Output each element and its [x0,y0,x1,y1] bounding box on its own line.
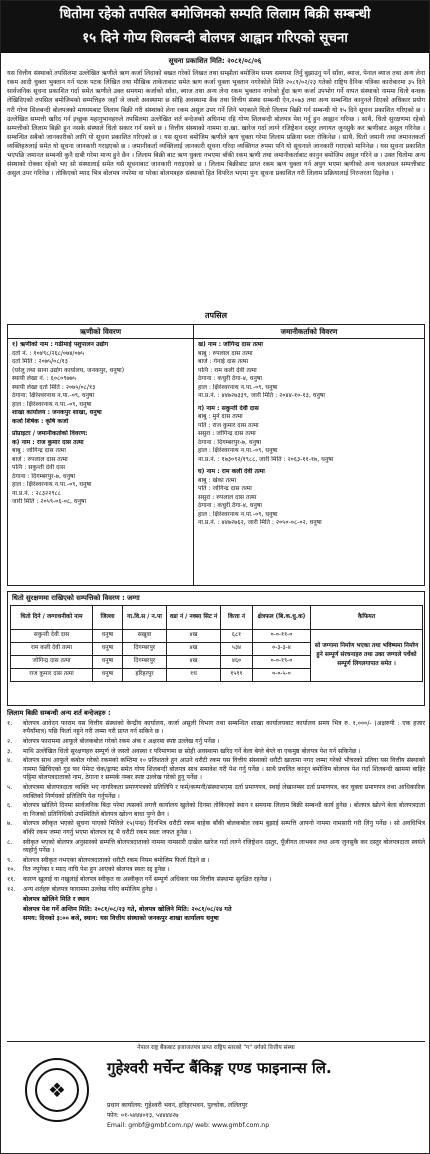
table-cell: ०-०-५-० [253,669,311,682]
table-cell: सकुन्ती देवी दास [11,630,93,643]
condition-text: कारण खुलाई वा नखुलाई बोलपत्र स्वीकृत वा अस्वीकृत गर्ने सम्पूर्ण अधिकार यस वित्तीय संस्थामा सुरक्षित रहनेछ । [23,876,272,884]
guarantor-detail-line: ससुरा : रुपलाल दास तत्मा [198,493,257,501]
details-table [7,324,425,586]
borrower-detail-line: बाबु : जोगिन्द्र दास तत्मा [12,447,66,454]
table-cell: धनुषा [93,630,123,643]
property-section [7,591,425,706]
property-table-header [11,606,423,630]
table-cell: राज कुमार दास तत्मा [11,669,93,682]
condition-number: ३. [7,747,13,755]
guarantor-detail-line: बाबु : रुपलाल दास तत्मा [198,349,253,357]
table-cell: ०-०-११-० [253,630,311,643]
table-cell: ४ख [167,643,221,656]
guarantor-detail-line: ना.प्र.नं. : १७३०९२/१९८८, जारी मिति : २०६३-११-१७, धनुषा [198,455,334,463]
company-logo [25,1058,89,1122]
table-cell: दिगम्बरपुर [123,643,167,656]
guarantor-detail-line: बाजे : गेनाई दास तत्मा [198,358,249,365]
property-col-header: जिल्ला [93,606,123,630]
table-cell: १५११ [221,669,253,682]
borrower-detail-line: जारी मिति : २०५९-०६-०८, धनुषा [12,498,87,505]
schedule-line-2: समय: दिनको ३:०० बजे, स्थान: यस वित्तीय संस्थाको जनकपुर शाखा कार्यालय धनुषा [23,915,219,923]
condition-text: स्वीकृत भएको बोलपत्र अनुसारको सम्पत्ति बोलपत्रदाताको नाममा नामसारी दाखेल खारेज गर्दा लाग्ने रजिष्ट्रेशन दस्तुर, पूँजीगत लाभकर तथा अन्य जुनसुकै कर दस्तुर बोलपत्रदाता स्वयंले व्यहोर्नु पर्नेछ । [23,838,425,855]
property-title: धितो सुरक्षणमा राखिएको सम्पत्तिको विवरण : जग्गा [12,594,140,602]
list-item [7,738,425,747]
table-cell: जोगिन्द्र दास तत्मा [11,656,93,669]
guarantor-detail-line: ससुरा : जोगिन्द्र दास तत्मा [198,430,256,437]
condition-text: बोलपत्र फाराममा आफूले बोलकबोल गरेको रकम अंक र अक्षरमा स्पष्ट उल्लेख गर्नु पर्नेछ । [23,737,220,745]
property-table [10,605,423,682]
guarantor-detail-line: पति : राज कुमार दास तत्मा [198,421,259,429]
list-item [7,720,425,737]
property-col-header: कित्ता नं [221,606,253,630]
guarantor-detail-line: ना.प्र.नं. : ४४७२७६२, जारी मिति : २०५०-०८-०२, धनुषा [198,519,322,526]
header-line-1: धितोमा रहेको तपसिल बमोजिमको सम्पति लिलाम बिक्री सम्बन्धी [59,7,371,22]
borrower-detail-line: हाल : क्षिरेश्वरनाथ न.पा.-०९, धनुषा [12,400,92,408]
table-cell: ०-३-३-४ [253,643,311,656]
borrower-detail-line: पत्नि : सकुन्ती देवी दास [12,464,65,471]
borrower-detail-line: प्रोप्राइटर / जमानीकर्ताको विवरण: [12,430,88,437]
condition-number: ४. [7,757,13,765]
property-remark: सो जग्गामा निर्माण भएका तथा भविष्यमा निर्माण हुने सम्पूर्ण संरचनाहरु तथा उक्त जग्गाले पर्चेको सम्पूर्ण लिगलगापात समेत । [311,630,423,682]
list-item [7,784,425,801]
list-item [7,866,425,875]
condition-number: १. [7,719,13,727]
guarantor-details [194,339,424,585]
company-address: प्रधान कार्यालय: गुहेश्वरी भवन, हरिहरभवन, पुल्चोक, ललितपुर [107,1102,248,1109]
company-web: Email: gmbf@gmbf.com.np/ web: www.gmbf.com.np [107,1122,270,1129]
conditions-list [7,720,425,895]
guarantor-detail-line: ठेगाना : दिगम्बरपुर-७, धनुषा [198,438,262,446]
guarantor-detail-line: ना.प्र.नं. : ४४७२७३३९, जारी मिति : २०४४-१०-१३, धनुषा [198,392,325,399]
condition-text: बोलपत्र आवेदन फाराम यस वित्तीय संस्थाको केन्द्रीय कार्यालय, कर्जा असुली विभाग तथा सम्बन्धित शाखा कार्यालयबाट कार्यालय समय भित्र रु. १,०००/- (अक्षरुपी : एक हजार रुपैयाँमात्र) पछि फिर्ता नहुने गरी जम्मा गरी प्राप्त गर्न सकिने छ । [23,719,425,736]
table-cell: ५३४ [221,643,253,656]
condition-number: ६. [7,802,13,810]
guarantor-detail-line: पत्नि : राम कली देवी तत्मा [198,366,257,374]
condition-text: बोलपत्र साथ आफूले कबोल गरेको रकमको कम्तिमा १० प्रतिशतले हुन आउने धरौटी रकम यस वित्तीय संस्थाको धरौटी खातामा नगद जम्मा गरेको भौचरको प्रतिवा यस वित्तीय संस्थाको नाममा खिचिएको गुड फर पेमेन्ट चेक/ड्राफ्ट समेत गोप्य शिलबन्दी बोलपत्र साथ समावेश गरी पेश गर्नु पर्नेछ । साथै प्रचलित कानून बमोजिम बोलपत्र पेश गर्दा शिलबन्दी खाममा बाहिर पट्टिमा बोलपत्रदाताको नाम, ठेगाना र सम्पर्क नम्बर स्पष्ट उल्लेख गरेको हुनु पर्नेछ । [23,757,425,782]
condition-text: बोलपत्र खोलिने दिनमा सार्वजनिक बिदा परेमा त्यसको लगत्तै कार्यालय खुलेको दिनमा तोकिएको स्थान र समयमा लिलाम बिक्री सम्बन्धी कार्य हुनेछ । बोलपत्र खोल्ने बेला बोलपत्रदाता वा निजको प्रतिनिधिको उपस्थितिले बोलपत्र खोल्न बाधा पुग्ने छैन । [23,802,425,818]
condition-number: १२. [7,885,16,893]
footer [7,1041,425,1153]
guarantor-heading: जमानीकर्ताको विवरण [194,325,424,339]
condition-text: बोलपत्र स्वीकृत नभएका बोलपत्रदाताको धरौटी रकम नियम बमोजिम फिर्ता दिइने छ । [23,856,210,864]
property-col-header: कैफियत [311,606,423,630]
table-cell: राम कली देवी तत्मा [11,643,93,656]
guarantor-detail-line: बाबु : खेका तत्मा [198,476,237,484]
intro-paragraph: यस वित्तीय संस्थाको तपसिलमा उल्लेखित ऋणीले ऋण कर्जा लिदाको बखत गरेको लिखत तथा सम्झौता बमोजिम समय समयमा तिर्नु बुझाउनु पर्ने साँवा, ब्याज, पेनाल ब्याज तथा अन्य लेना रकम आदी चुक्ता भुक्तान गर्न पटक पटक लिखित तथा मौखिक ताकेताबाट समेत ऋण कर्जा चुक्ता भुक्तान नगरेकोले मिति २०८१/०२/२३ गतेको राष्ट्रिय दैनिक पत्रिका कारोबारमा ३५ दिने सार्वजनिक सूचना प्रकाशित गर्दा समेत ऋणीले उक्त समयमा कर्जाको साँवा, ब्याज तथा अन्य लेना रकम भुक्तान नगरेको हुँदा ऋण कर्जा उपभोग गर्ने वापत संस्थाको नाममा धितो बन्धक लेखिदिएको तपसिल बमोजिमको सम्पत्तिहरु जहाँ जे जस्तो अवस्थामा छ सोहि अवस्थामा बैंक तथा वित्तीय संस्था सम्बन्धी ऐन,२०७३ तथा अन्य सम्बन्धित कानुनले दिएको अधिकार प्रयोग गरी गोप्य शिलबन्दी बोलपत्रको माध्यमबाट लिलाम बिक्री गरी संस्थाको लेना रकम असुल उपर गर्ने लिने भएकाले धितो लिलाम बिक्री गर्न सम्बन्धी यो १५ दिने सूचना प्रकाशित गरिएको छ । उल्लेखित सम्पत्ती खरिद गर्न इच्छुक महानुभावहरुले तपसिलमा उल्लेखित शर्त बन्देजको अधिनमा रहि गोप्य शिलबन्दी बोलपत्र पेश गर्नु हुन आह्वान गरिन्छ । साथै, धितो सुरक्षणमा रहेको सम्पत्तीको लिलाम बिक्री हुन नसके संस्थाले धितो सकार गर्न सक्ने छ । वित्तीय संस्थाको नाममा दा.खा. खारेज गर्दा लाग्ने रजिष्ट्रेशन दस्तुर लगायत जुनसुकै कर ऋणीबाट असुल गरिनेछ । सम्बन्धित सबैको जानकारीको लागि यो सूचना प्रकाशित गरिएको छ । यस सूचना बमोजिम ऋणीले ऋण चुक्ता गरेमा लिलाम प्रक्रिया स्वतः रोकिनेछ । साथै, धितो जमानी तथा जमानतकर्ता व्यक्तिहरुलाई समेत यो सूचना जानकारी गराइएको छ । जमानीकर्ता व्यक्तिलाई जानकारी सूचना गरिदा व्यक्तिगत रुपमा पनि यो सूचनाले जानकारी गराएको मानिनेछ । यस सूचना प्रकाशित भएपछि जमानत सम्बन्धी कुनै दाबी गरेमा मान्य हुने छैन । लिलाम बिक्री बाट ऋण चुक्ता नभएमा बाँकी रकम ऋणी तथा जमानीकर्ताबाट कानुन बमोजिम असुल गरिने छ । उक्त धितोमा अन्य संस्थाको रोक्का रहेको भए सो संस्थालाई समेत यसै सूचनाबाट जानकारी गराइएको छ । लिलाम बिक्रीबाट प्राप्त रकम ऋण चुक्ता गर्न अपुग भएमा ऋणीको अन्य चलअचल सम्पत्तीबाट असुल उपर गरिनेछ । तोकिएको म्याद भित्र बोलपत्र नपरेमा वा परेका बोलपत्रहरु संस्थाको हित विपरित भएमा पुनः सूचना प्रकाशित गरी लिलाम प्रक्रियालाई निरन्तरता दिइनेछ । [7,70,425,178]
company-name: गुहेश्वरी मर्चेन्ट बैंकिङ्ग एण्ड फाइनान्स लि. [107,1059,332,1077]
condition-number: १०. [7,866,16,874]
table-cell: दिगम्बरपुर [123,656,167,669]
section-title: तपसिल [204,311,227,320]
borrower-detail-line: कर्जा शिर्षक : कृषि कर्जा [12,417,69,425]
borrower-heading: ऋणीको विवरण [8,325,194,339]
condition-number: ५. [7,783,13,791]
list-item [7,886,425,895]
guarantor-detail-line: ग) नाम : सकुन्ती देवी दास [198,404,259,412]
condition-text: बोलपत्रमा बोलपत्रदाता व्यक्ति भए नागरिकता प्रमाणपत्रको प्रतिलिपि र फर्म/कम्पनी/संस्थाभएमा दर्ता प्रमाणपत्र, स्थाई लेखानम्बर दर्ता प्रमाणपत्र, कर चुक्ता प्रमाणपत्र तथा आधिकारिक व्यक्तिको निर्णयको प्रतिलिपि पेश गर्नुपर्नेछ । [23,783,425,800]
company-phone: फोन: ०१-५४४४०१३, ५४४४४२७ [107,1112,179,1119]
guarantor-detail-line: ख) नाम : जोगिन्द्र दास तत्मा [198,341,263,348]
table-row [11,630,423,643]
borrower-detail-line: दर्ता मिति : २०७५/०८/१३ [12,358,68,365]
list-item [7,876,425,885]
list-item [7,748,425,757]
schedule-line-1: बोलपत्र पेश गर्ने अन्तिम मिति: २०८१/०८/२३ गते, बोलपत्र खोलिने मिति: २०८१/०८/२४ गते [23,905,232,913]
borrower-detail-line: ठेगाना: क्षिरेश्वरनाथ न.पा.-०९, धनुषा [12,392,95,399]
list-item [7,857,425,866]
property-col-header: क्षेत्रफल (बि.क.धु.क) [253,606,311,630]
borrower-detail-line: हाल : क्षिरेश्वरनाथ न.पा.-०९, धनुषा [12,481,92,488]
borrower-details [8,339,194,585]
guarantor-detail-line: ठेगाना : कचुरी ठेंगा-४, धनुषा [198,375,263,382]
table-cell: धनुषा [93,669,123,682]
list-item [7,820,425,837]
list-item [7,757,425,783]
schedule-title: बोलपत्र खोलिने मिति र स्थान [23,896,90,904]
borrower-detail-line: ना.प्र.नं. : २८३२२९८८ [12,489,61,497]
table-cell: ६८१ [221,630,253,643]
logo-emblem-icon: ❖ [35,1068,79,1112]
header-line-2: १५ दिने गोप्य शिलबन्दी बोलपत्र आह्वान गरिएको सूचना [82,31,348,46]
condition-text: माथि उल्लेखित धितो सुरक्षणहरु सम्पूर्ण जे जस्तो अवस्था र परिमाणमा छ सोही अवस्थामा खरिद गर्ने बेला बेग्ले बेग्ले वा एकमुष्ठ बोलपत्र पेश गर्न सकिनेछ । [23,747,361,755]
guarantor-detail-line: घ) नाम : राम कली देवी तत्मा [198,468,265,475]
table-cell: धनुषा [93,643,123,656]
notice-header [1,1,429,53]
conditions-title: लिलाम बिक्री सम्बन्धी अन्य शर्त बन्देजहरु : [7,709,111,717]
publish-date: सूचना प्रकाशित मिति: २०८१/०८/०६ [168,57,262,65]
guarantor-detail-line: बाबु : मुने दास तत्मा [198,413,243,420]
table-cell: ४ख [167,630,221,643]
guarantor-detail-line: हाल : क्षिरेश्वरनाथ न.पा.-०९, धनुषा [198,383,278,391]
borrower-detail-line: स्थायी लेखा नं. : ६०८०९७७५ [12,375,76,382]
condition-text: अन्य शर्तहरु बोलपत्र फाराममा उल्लेख गरिए बमोजिम हुनेछ । [23,885,157,893]
property-col-header: वडा नं / नक्सा सिट नं [167,606,221,630]
condition-number: ११. [7,876,16,884]
property-table-body [11,630,423,682]
borrower-detail-line: बाजे : रुपलाल दास तत्मा [12,455,68,463]
conditions-section [7,709,425,1039]
property-col-header: धितो दिने / जग्गाधनीको नाम [11,606,93,630]
table-cell: ४६० [221,656,253,669]
borrower-detail-line: क) नाम : राज कुमार दास तत्मा [12,438,84,446]
condition-number: ८. [7,838,13,846]
condition-text: बोलपत्र स्वीकृत भएको सूचना पाएको मितिले १५(पन्ध्र) दिनभित्र धरौटी रकम बाहेक बाँकी बोलकबोल रकम बुझाई सम्पत्ति आफ्नो नाममा नामसारी गरी लिनु पर्नेछ । सो अवधिभित्र बाँकी रकम जम्मा नगर्नु भएमा बोलपत्र रद्द भै धरौटी रकम स्वतः जफत हुनेछ । [23,820,425,837]
property-col-header: गा.वि.स / न.पा [123,606,167,630]
condition-number: ७. [7,820,13,828]
condition-number: ९. [7,856,13,864]
guarantor-detail-line: हाल : क्षिरेश्वरनाथ न.पा.-०९, धनुषा [198,447,278,454]
table-cell: धनुषा [93,656,123,669]
borrower-detail-line: १) ऋणीको नाम : गढीमाई पशुपालन उद्योग [12,341,109,348]
table-cell: ०-०-१९-० [253,656,311,669]
borrower-detail-line: दर्ता नं. : १०४९८/२६८/०७४/०७५ [12,349,84,357]
footer-license-note: नेपाल राष्ट्र बैंकबाट इजाजतपत्र प्राप्त राष्ट्रिय स्तरको "ग" वर्गको वित्तीय संस्था [137,1045,295,1051]
borrower-detail-line: (घरेलु तथा साना उद्योग कार्यालय, जनकपुर, धनुषा) [12,366,125,374]
table-cell: ४ख [167,656,221,669]
guarantor-detail-line: पति : जोगिन्द्र दास तत्मा [198,485,252,492]
condition-number: २. [7,737,13,745]
borrower-detail-line: शाखा कार्यालय : जनकपुर शाखा, धनुषा [12,409,102,416]
guarantor-detail-line: हाल : क्षिरेश्वरनाथ न.पा.-०९, धनुषा [198,510,278,518]
guarantor-detail-line: ठेगाना : कचुरी ठेंगा-४, धनुषा [198,502,263,509]
list-item [7,839,425,856]
table-cell: १ध [167,669,221,682]
list-item [7,802,425,819]
table-cell: सखुवा [123,630,167,643]
borrower-detail-line: स्थायी लेखा दर्ता मिति : २०७५/०८/१३ [12,383,96,391]
borrower-detail-line: ठेगाना : दिगम्बरपुर-७, धनुषा [12,472,76,480]
table-cell: हरिहरपुर [123,669,167,682]
condition-text: रित नपुगेका र म्याद नाघि पेश हुन आएको बोलपत्र स्वतः रद्द हुनेछ । [23,866,170,874]
